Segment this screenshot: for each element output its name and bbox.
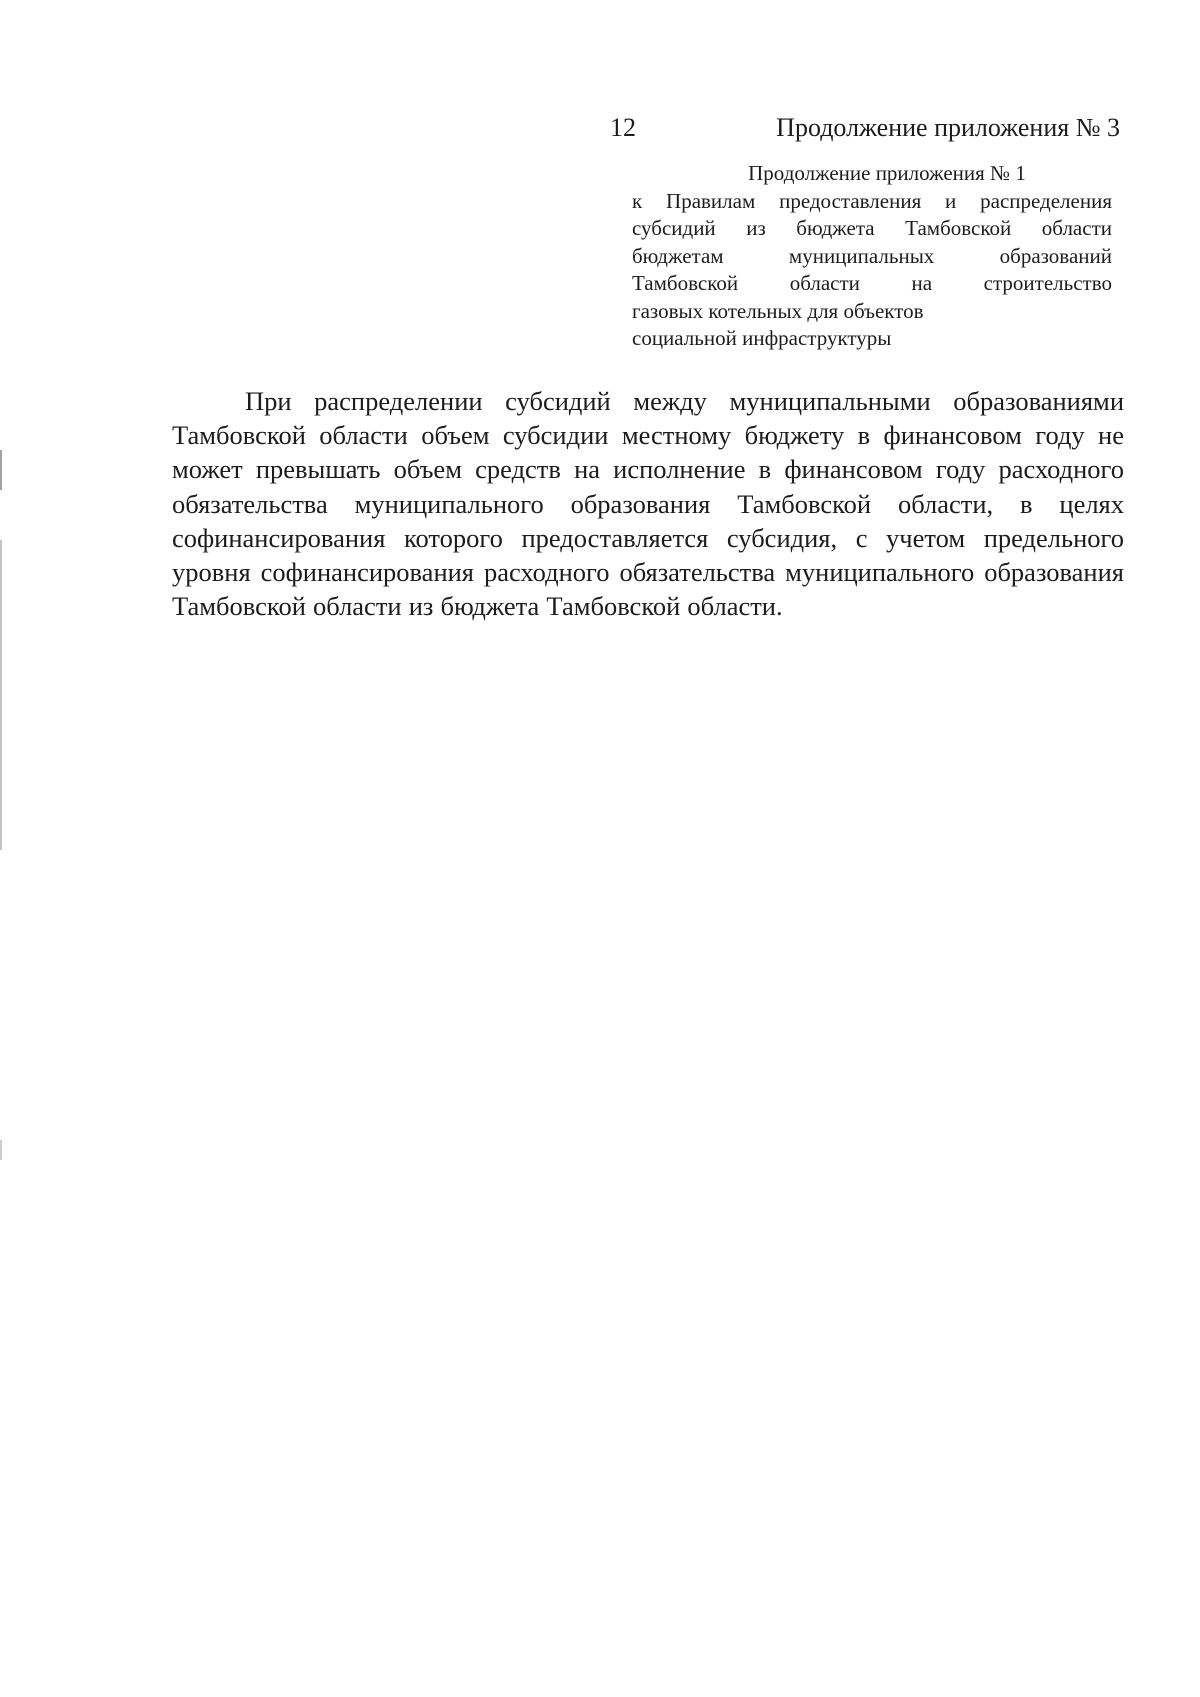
annex-title: Продолжение приложения № 1 [748, 161, 1026, 185]
scan-edge-mark [0, 450, 2, 490]
annex-line: Тамбовской области на строительство [632, 271, 1112, 295]
annex-line: субсидий из бюджета Тамбовской области [632, 216, 1112, 240]
scan-edge-mark [0, 540, 2, 850]
continuation-annex-3: Продолжение приложения № 3 [776, 113, 1120, 142]
page-number: 12 [610, 113, 636, 142]
annex-line: социальной инфраструктуры [632, 326, 892, 350]
body-paragraph: При распределении субсидий между муниципальными образованиями Тамбовской области объем субсидии местному бюджету в финансовом году не может превышать объем средств на исполнение в финансовом году расходного обязательства муниципального образования Тамбовской области, в целях софинансирования которого предоставляется субсидия, с учетом предельного уровня софинансирования расходного обязательства муниципального образования Тамбовской области из бюджета Тамбовской области. [172, 386, 1124, 622]
page-header [610, 110, 1120, 146]
annex-line: газовых котельных для объектов [632, 298, 924, 323]
annex-reference-block [632, 160, 1112, 353]
scan-edge-mark [0, 1140, 2, 1160]
annex-line: к Правилам предоставления и распределения [632, 188, 1112, 213]
annex-line: бюджетам муниципальных образований [632, 243, 1112, 268]
